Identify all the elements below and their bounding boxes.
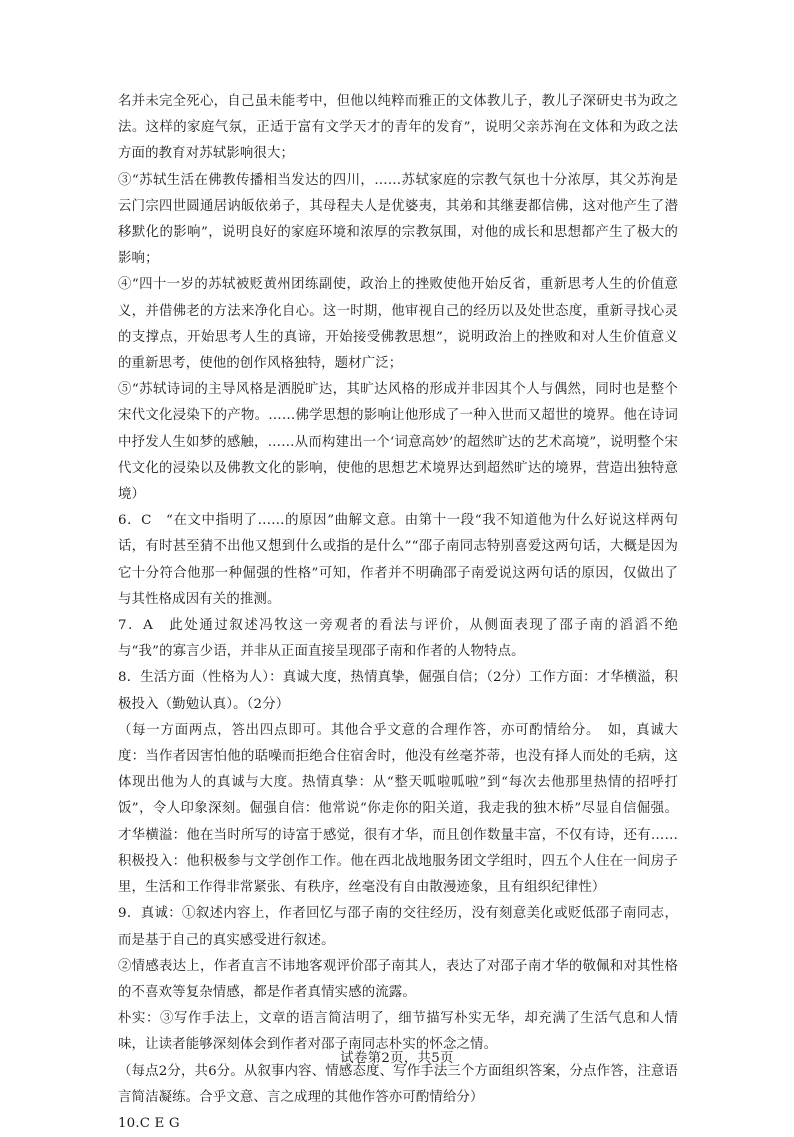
answer-content (118, 89, 678, 1137)
paragraph-1: 名并未完全死心，自己虽未能考中，但他以纯粹而雅正的文体教儿子，教儿子深研史书为政之法。这样的家庭气氛，正适于富有文学天才的青年的发育”，说明父亲苏洵在文体和为政之法方面的教育对苏轼影响很大； (118, 94, 678, 162)
answer-9-notes: （每点2分，共6分。从叙事内容、情感态度、写作手法三个方面组织答案，分点作答，注意语言简洁凝练。合乎文意、言之成理的其他作答亦可酌情给分） (118, 1063, 678, 1105)
paragraph-2: ③“苏轼生活在佛教传播相当发达的四川，……苏轼家庭的宗教气氛也十分浓厚，其父苏洵是云门宗四世圆通居讷皈依弟子，其母程夫人是优婆夷，其弟和其继妻都信佛，这对他产生了潜移默化的影响”，说明良好的家庭环境和浓厚的宗教氛围，对他的成长和思想都产生了极大的影响； (118, 172, 678, 267)
answer-6: 6．C “在文中指明了……的原因”曲解文意。由第十一段“我不知道他为什么好说这样两句话，有时甚至猜不出他又想到什么或指的是什么”“邵子南同志特别喜爱这两句话，大概是因为它十分符合他那一种倔强的性格”可知，作者并不明确邵子南爱说这两句话的原因，仅做出了与其性格成因有关的推测。 (118, 513, 678, 607)
answer-9-part-1: 9．真诚：①叙述内容上，作者回忆与邵子南的交往经历，没有刻意美化或贬低邵子南同志，而是基于自己的真实感受进行叙述。 (118, 906, 678, 948)
paragraph-3: ④“四十一岁的苏轼被贬黄州团练副使，政治上的挫败使他开始反省，重新思考人生的价值意义，并借佛老的方法来净化自心。这一时期，他审视自己的经历以及处世态度，重新寻找心灵的支撑点，开始思考人生的真谛，开始接受佛教思想”，说明政治上的挫败和对人生价值意义的重新思考，使他的创作风格独特，题材广泛； (118, 277, 678, 372)
answer-8: 8．生活方面（性格为人）：真诚大度，热情真挚，倔强自信；（2分）工作方面：才华横溢，积极投入（勤勉认真）。（2分） (118, 670, 678, 712)
answer-8-notes: （每一方面两点，答出四点即可。其他合乎文意的合理作答，亦可酌情给分。 如，真诚大度：当作者因害怕他的聒噪而拒绝合住宿舍时，他没有丝毫芥蒂，也没有择人而处的毛病，这体现出他为人的真诚与大度。热情真挚：从“整天呱啦呱啦”到“每次去他那里热情的招呼打饭”，令人印象深刻。倔强自信：他常说“你走你的阳关道，我走我的独木桥”尽显自信倔强。才华横溢：他在当时所写的诗富于感觉，很有才华，而且创作数量丰富，不仅有诗，还有……积极投入：他积极参与文学创作工作。他在西北战地服务团文学组时，四五个人住在一间房子里，生活和工作得非常紧张、有秩序，丝毫没有自由散漫迹象，且有组织纪律性） (118, 722, 678, 896)
answer-10: 10.C E G (118, 1115, 180, 1131)
answer-9-part-2: ②情感表达上，作者直言不讳地客观评价邵子南其人，表达了对邵子南才华的敬佩和对其性格的不喜欢等复杂情感，都是作者真情实感的流露。 (118, 958, 678, 1000)
answer-7: 7．A 此处通过叙述冯牧这一旁观者的看法与评价，从侧面表现了邵子南的滔滔不绝与“我”的寡言少语，并非从正面直接呈现邵子南和作者的人物特点。 (118, 618, 678, 660)
paragraph-4: ⑤“苏轼诗词的主导风格是洒脱旷达，其旷达风格的形成并非因其个人与偶然，同时也是整个宋代文化浸染下的产物。……佛学思想的影响让他形成了一种入世而又超世的境界。他在诗词中抒发人生如梦的感触，……从而构建出一个‘词意高妙’的超然旷达的艺术高境”，说明整个宋代文化的浸染以及佛教文化的影响，使他的思想艺术境界达到超然旷达的境界，营造出独特意境） (118, 382, 678, 503)
answer-9-part-3: 朴实：③写作手法上，文章的语言简洁明了，细节描写朴实无华，却充满了生活气息和人情味，让读者能够深刻体会到作者对邵子南同志朴实的怀念之情。 (118, 1011, 678, 1053)
page-footer: 试卷第2页，共5页 (340, 1051, 454, 1066)
